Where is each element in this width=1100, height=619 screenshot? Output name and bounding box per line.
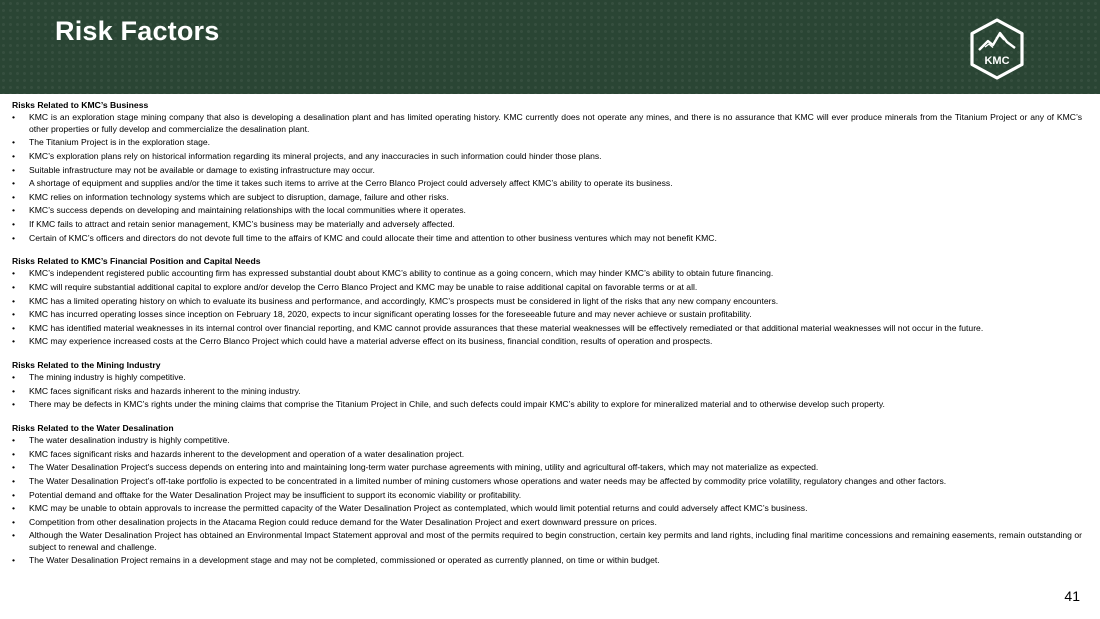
list-item [12,165,1082,176]
bullet-glyph: • [12,151,16,161]
list-item-text: KMC’s success depends on developing and maintaining relationships with the local communities where it operates. [29,205,466,216]
bullet-glyph: • [12,164,16,175]
bullet-glyph: • [12,268,16,279]
list-item-text: A shortage of equipment and supplies and/or the time it takes such items to arrive at the Cerro Blanco Project could adversely affect KMC’s ability to operate its business. [29,178,673,189]
bullet-glyph: • [12,112,16,123]
risk-section [12,360,1082,411]
list-item-text: Competition from other desalination projects in the Atacama Region could reduce demand for the Water Desalination Project and exert downward pressure on prices. [29,516,657,527]
bullet-glyph: • [12,448,16,459]
list-item-text: KMC’s independent registered public accounting firm has expressed substantial doubt about KMC’s ability to continue as a going concern, which may hinder KMC’s ability to obtain future financing. [29,268,774,279]
list-item [12,490,1082,501]
list-item [12,112,1082,135]
section-title: Risks Related to KMC’s Financial Position and Capital Needs [12,255,261,266]
bullet-glyph: • [12,191,16,202]
bullet-glyph: • [12,399,16,410]
list-item-text: Potential demand and offtake for the Water Desalination Project may be insufficient to support its economic viability or profitability. [29,489,522,500]
list-item-text: Certain of KMC’s officers and directors do not devote full time to the affairs of KMC and could allocate their time and attention to other business ventures which may not benefit KMC. [29,232,717,243]
list-item-text: KMC relies on information technology systems which are subject to disruption, damage, failure and other risks. [29,191,449,202]
list-item [12,517,1082,528]
list-item [12,476,1082,487]
bullet-glyph: • [12,178,16,189]
list-item-text: Suitable infrastructure may not be available or damage to existing infrastructure may occur. [29,164,375,175]
list-item [12,399,1082,410]
bullet-glyph: • [12,232,16,243]
list-item-text: KMC is an exploration stage mining company that also is developing a desalination plant and has limited operating history. KMC currently does not operate any mines, and there is no assurance that KMC will ever produce minerals from the Titanium Project or any of KMC’s other properties or fully develop and commercialize the desalination plant. [29,112,1082,134]
bullet-glyph: • [12,205,16,216]
section-title: Risks Related to KMC’s Business [12,100,149,110]
list-item [12,530,1082,553]
list-item [12,233,1082,244]
list-item-text: KMC may experience increased costs at the Cerro Blanco Project which could have a material adverse effect on its business, financial condition, results of operation and prospects. [29,336,713,347]
bullet-glyph: • [12,322,16,333]
list-item [12,323,1082,334]
list-item [12,296,1082,307]
risk-factors-content [12,100,1082,569]
bullet-glyph: • [12,462,16,473]
bullet-glyph: • [12,385,16,396]
list-item-text: The Water Desalination Project remains in a development stage and may not be completed, commissioned or operated as currently planned, on time or within budget. [29,555,660,566]
list-item [12,435,1082,446]
bullet-glyph: • [12,516,16,527]
page-number: 41 [1064,588,1080,604]
list-item-text: KMC faces significant risks and hazards inherent to the development and operation of a water desalination project. [29,448,465,459]
list-item-text: The Titanium Project is in the exploration stage. [29,137,211,148]
list-item-text: KMC has a limited operating history on which to evaluate its business and performance, and accordingly, KMC’s prospects must be considered in light of the risks that any new company encounters. [29,295,779,306]
list-item-text: KMC has incurred operating losses since inception on February 18, 2020, expects to incur significant operating losses for the foreseeable future and may never achieve or sustain profitability. [29,309,752,320]
list-item [12,449,1082,460]
risk-section [12,423,1082,567]
section-title: Risks Related to the Mining Industry [12,359,161,370]
list-item-text: KMC will require substantial additional capital to explore and/or develop the Cerro Blanco Project and KMC may be unable to raise additional capital on favorable terms or at all. [29,281,698,292]
bullet-glyph: • [12,218,16,229]
list-item-text: KMC’s exploration plans rely on historical information regarding its mineral projects, and any inaccuracies in such information could hinder those plans. [29,151,602,161]
list-item [12,372,1082,383]
list-item [12,555,1082,566]
list-item-text: KMC may be unable to obtain approvals to increase the permitted capacity of the Water Desalination Project as contemplated, which would limit potential returns and could adversely affect KMC’s business. [29,503,808,514]
page-title: Risk Factors [55,16,220,46]
section-title: Risks Related to the Water Desalination [12,422,174,433]
list-item [12,503,1082,514]
list-item [12,462,1082,473]
bullet-glyph: • [12,281,16,292]
bullet-glyph: • [12,475,16,486]
list-item [12,178,1082,189]
list-item [12,336,1082,347]
list-item-text: KMC has identified material weaknesses in its internal control over financial reporting, and KMC cannot provide assurances that these material weaknesses will be effectively remediated or that additional material weaknesses will not occur in the future. [29,322,984,333]
bullet-glyph: • [12,372,16,383]
list-item-text: The Water Desalination Project’s off-take portfolio is expected to be concentrated in a limited number of mining customers whose operations and water needs may be affected by commodity price volatility, regulatory changes and other factors. [29,475,947,486]
list-item [12,268,1082,279]
bullet-glyph: • [12,530,16,541]
list-item [12,282,1082,293]
list-item-text: The Water Desalination Project's success depends on entering into and maintaining long-term water purchase agreements with mining, utility and agricultural off-takers, which may not materialize as expected. [29,462,819,473]
bullet-glyph: • [12,489,16,500]
bullet-glyph: • [12,503,16,514]
list-item-text: There may be defects in KMC’s rights under the mining claims that comprise the Titanium Project in Chile, and such defects could impair KMC’s ability to explore for mineralized material and to otherwise develop such property. [29,399,885,410]
risk-section [12,256,1082,348]
mountain-hexagon-icon [967,17,1027,81]
bullet-glyph: • [12,309,16,320]
bullet-glyph: • [12,555,16,566]
list-item [12,192,1082,203]
list-item-text: KMC faces significant risks and hazards inherent to the mining industry. [29,385,301,396]
bullet-glyph: • [12,336,16,347]
list-item-text: The water desalination industry is highly competitive. [29,435,230,446]
list-item [12,309,1082,320]
bullet-glyph: • [12,435,16,446]
list-item [12,205,1082,216]
list-item-text: Although the Water Desalination Project has obtained an Environmental Impact Statement approval and most of the permits required to begin construction, certain key permits and land rights, including final maritime concessions and remaining easements, remain outstanding or subject to renewal and challenge. [29,530,1082,552]
logo-text: KMC [984,55,1010,67]
header-banner [0,0,1100,94]
risk-section [12,100,1082,244]
list-item-text: The mining industry is highly competitive. [29,372,186,383]
bullet-glyph: • [12,295,16,306]
bullet-glyph: • [12,137,16,148]
list-item-text: If KMC fails to attract and retain senior management, KMC’s business may be materially and adversely affected. [29,218,455,229]
list-item [12,386,1082,397]
list-item [12,219,1082,230]
list-item [12,137,1082,148]
list-item [12,151,1082,162]
